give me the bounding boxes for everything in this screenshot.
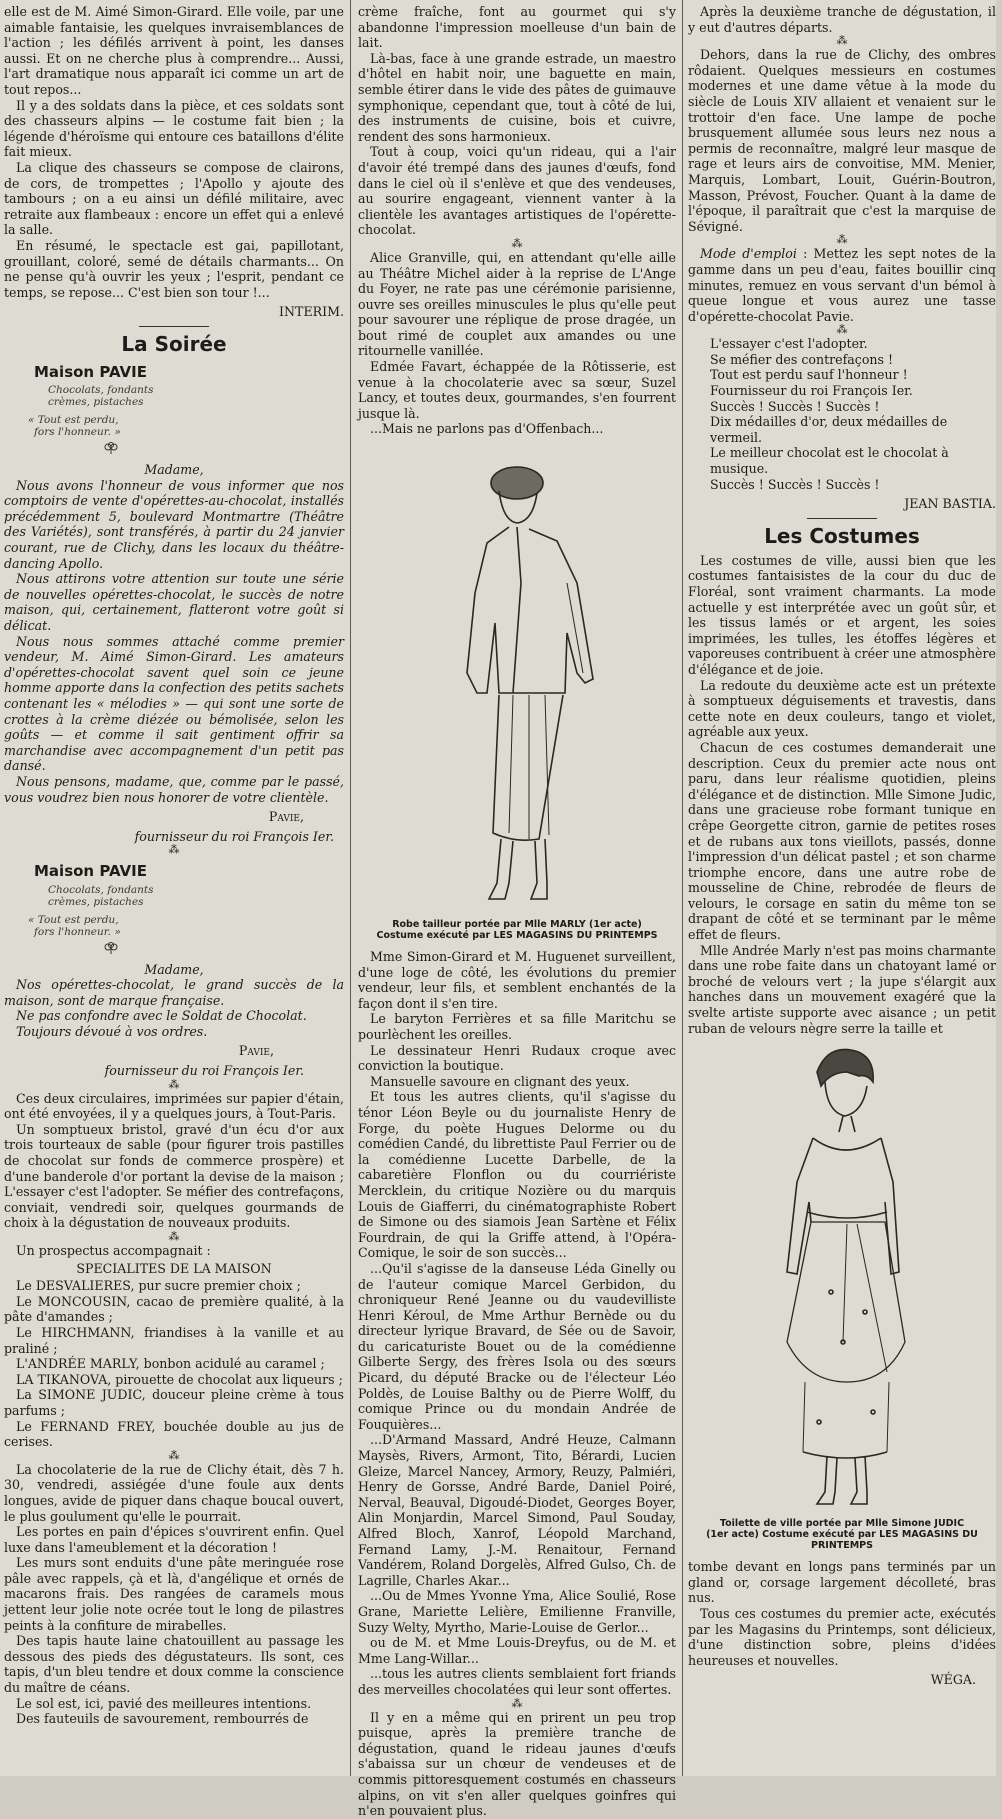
poem-line: Se méfier des contrefaçons ! <box>710 351 894 367</box>
maison-heading: Maison PAVIE <box>34 362 147 381</box>
paragraph: Un somptueux bristol, gravé d'un écu d'or aux trois tourteaux de sable (pour figurer trois pastilles de chocolat sur fonds de commerce prospère) et d'une banderole d'or portant la devise de la maison ; L'essayer c'est l'adopter. Se méfier des contrefaçons, conviait, vendredi soir, quelques gourmands de choix à la dégustation de nouveaux produits. <box>4 1121 344 1231</box>
specialite-item: LA TIKANOVA, pirouette de chocolat aux liqueurs ; <box>16 1371 343 1387</box>
paragraph: Mlle Andrée Marly n'est pas moins charmante dans une robe faite dans un chatoyant lamé or broché de velours vert ; la jupe s'élargit aux hanches dans un mouvement exagéré que la svelte artiste supporte avec aisance ; un petit ruban de velours nègre serre la taille et <box>688 942 996 1036</box>
paragraph: Mme Simon-Girard et M. Huguenet surveillent, d'une loge de côté, les évolutions du premier vendeur, leur fils, et semblent enchantés de la façon dont il s'en tire. <box>358 949 676 1011</box>
clover-icon <box>104 942 118 954</box>
figure-caption <box>358 919 676 941</box>
column-rule <box>682 0 683 1776</box>
caption-line: Costume exécuté par LES MAGASINS DU PRINTEMPS <box>376 930 658 942</box>
salutation: Madame, <box>144 961 204 977</box>
salutation: Madame, <box>144 462 204 478</box>
paragraph: elle est de M. Aimé Simon-Girard. Elle voile, par une aimable fantaisie, les quelques invraisemblances de l'action ; les défilés arrivent à point, les danses aussi. Et on ne cherche plus à comprendre... Aussi, l'art dramatique nous apparaît ici comme un art de tout repos... <box>4 4 344 97</box>
specialite-item: Le HIRCHMANN, friandises à la vanille et au praliné ; <box>4 1324 344 1356</box>
paragraph: Après la deuxième tranche de dégustation, il y eut d'autres départs. <box>688 4 996 35</box>
paragraph: ...tous les autres clients semblaient fort friands des merveilles chocolatées qui leur sont offertes. <box>358 1666 676 1697</box>
paragraph: ...D'Armand Massard, André Heuze, Calmann Maysès, Rivers, Armont, Tito, Bérardi, Lucien Gleize, Marcel Nancey, Armory, Reuzy, Palmiéri, Henry de Gorsse, André Barde, Daniel Poiré, Nerval, Beauval, Digoudé-Diodet, Georges Boyer, Alin Monjardin, Marcel Simond, Paul Souday, Alfred Bloch, Xanrof, Léopold Marchand, Fernand Lamy, J.-M. Renaitour, Fernand Vandérem, Roland Dorgelès, Alfred Gulso, Ch. de Lagrille, Charles Akar... <box>358 1432 676 1588</box>
section-title-costumes <box>688 518 996 549</box>
maison-subtitle: Chocolats, fondants <box>48 384 154 397</box>
clover-icon <box>104 442 118 454</box>
paragraph: Il y a des soldats dans la pièce, et ces soldats sont des chasseurs alpins — le costume fait bien ; la légende d'héroïsme qui entoure ces bataillons d'élite fait mieux. <box>4 97 344 160</box>
paragraph: ...Mais ne parlons pas d'Offenbach... <box>370 421 604 437</box>
paragraph: Les murs sont enduits d'une pâte meringuée rose pâle avec rappels, çà et là, d'angélique et ornés de macarons frais. Des rangées de caramels mous jettent leur jolie note ocrée tout le long de pilastres peints à la confiture de mirabelles. <box>4 1555 344 1633</box>
paragraph: Nos opérettes-chocolat, le grand succès de la maison, sont de marque française. <box>4 977 344 1008</box>
poem-line: L'essayer c'est l'adopter. <box>710 336 868 352</box>
maison-motto: « Tout est perdu, <box>28 414 119 427</box>
asterism: ⁂ <box>836 34 848 48</box>
title-rule <box>139 326 209 327</box>
figure-caption <box>688 1518 996 1551</box>
paragraph: Edmée Favart, échappée de la Rôtisserie, est venue à la chocolaterie avec sa sœur, Suzel Lancy, et toutes deux, gourmandes, s'en fourrent jusque là. <box>358 359 676 421</box>
asterism: ⁂ <box>168 1230 180 1243</box>
paragraph: Ces deux circulaires, imprimées sur papier d'étain, ont été envoyées, il y a quelques jours, à Tout-Paris. <box>4 1090 344 1122</box>
column-rule <box>350 0 351 1776</box>
paragraph: Toujours dévoué à vos ordres. <box>16 1023 208 1039</box>
paragraph: Ne pas confondre avec le Soldat de Chocolat. <box>16 1008 307 1024</box>
specialite-item: Le DESVALIERES, pur sucre premier choix ; <box>16 1278 301 1294</box>
caption-line: (1er acte) Costume exécuté par LES MAGASINS DU PRINTEMPS <box>706 1529 978 1552</box>
maison-motto: fors l'honneur. » <box>34 925 121 938</box>
paragraph: Tous ces costumes du premier acte, exécutés par les Magasins du Printemps, sont délicieux, d'une distinction sobre, pleins d'idées heureuses et nouvelles. <box>688 1606 996 1668</box>
paragraph: Nous pensons, madame, que, comme par le passé, vous voudrez bien nous honorer de votre clientèle. <box>4 773 344 805</box>
asterism: ⁂ <box>168 1077 180 1091</box>
paragraph: Et tous les autres clients, qu'il s'agisse du ténor Léon Beyle ou du journaliste Henry de Forge, du poète Hugues Delorme ou du comédien Candé, du librettiste Paul Ferrier ou de la comédienne Lucette Darbelle, de la cabaretière Flonflon ou du courriériste Mercklein, du critique Nozière ou du marquis Louis de Giafferri, du cinématographiste Robert de Simone ou des siamois Jean Sartène et Félix Fourdrain, de qui la Griffe attend, à l'Opéra-Comique, le soir de son succès... <box>358 1089 676 1261</box>
paragraph: Les costumes de ville, aussi bien que les costumes fantaisistes de la cour du duc de Floréal, sont vraiment charmants. La mode actuelle y est interprétée avec un goût sûr, et les tissus lamés or et argent, les soies imprimées, les tulles, les étoffes légères et vaporeuses contribuent à créer une atmosphère d'élégance et de joie. <box>688 552 996 677</box>
mode-emploi-label: Mode d'emploi <box>700 246 797 262</box>
asterism: ⁂ <box>168 843 180 857</box>
paragraph: Dehors, dans la rue de Clichy, des ombres rôdaient. Quelques messieurs en costumes modernes et une dame vêtue à la mode du siècle de Louis XIV allaient et venaient sur le trottoir d'en face. Une lampe de poche brusquement allumée sous leurs nez nous a permis de reconnaître, malgré leur masque de rage et leurs airs de convoitise, MM. Menier, Marquis, Lombart, Louit, Guérin-Boutron, Masson, Prévost, Foucher. Quant à la dame de l'époque, il paraîtrait que c'est la marquise de Sévigné. <box>688 47 996 234</box>
section-title-soiree <box>4 326 344 357</box>
signature-name: Pavie, <box>268 809 304 825</box>
poem-line: Dix médailles d'or, deux médailles de vermeil. <box>710 414 948 445</box>
column-3 <box>688 4 996 1774</box>
poem-line: Fournisseur du roi François Ier. <box>710 383 913 399</box>
signature: WÉGA. <box>930 1672 976 1688</box>
paragraph: La chocolaterie de la rue de Clichy était, dès 7 h. 30, vendredi, assiégée d'une foule aux dents longues, avide de piquer dans chaque boucal ouvert, le plus goulument qu'elle le pourrait. <box>4 1461 344 1524</box>
asterism: ⁂ <box>511 1696 523 1710</box>
poem <box>710 336 996 492</box>
maison-motto: fors l'honneur. » <box>34 426 121 439</box>
paragraph: Des fauteuils de savourement, rembourrés de <box>16 1711 309 1727</box>
maison-subtitle: crèmes, pistaches <box>48 895 144 908</box>
paragraph: Un prospectus accompagnait : <box>16 1243 211 1258</box>
fashion-illustration-marly <box>417 443 617 913</box>
signature: INTERIM. <box>279 304 344 320</box>
paragraph: La redoute du deuxième acte est un prétexte à somptueux déguisements et travestis, dans cette note en deux couleurs, tango et violet, agréable aux yeux. <box>688 677 996 740</box>
section-title-text: Les Costumes <box>764 523 920 548</box>
caption-line: Robe tailleur portée par Mlle MARLY (1er acte) <box>392 919 642 931</box>
paragraph: Des tapis haute laine chatouillent au passage les dessous des pieds des dégustateurs. Ils sont, ces tapis, d'un bleu tendre et doux comme la conscience du maître de céans. <box>4 1633 344 1696</box>
paragraph: Nous avons l'honneur de vous informer que nos comptoirs de vente d'opérettes-au-chocolat, installés précédemment 5, boulevard Montmartre (Théâtre des Variétés), sont transférés, à partir du 24 janvier courant, rue de Clichy, dans les locaux du théâtre-dancing Apollo. <box>4 477 344 571</box>
poem-line: Succès ! Succès ! Succès ! <box>710 398 880 414</box>
column-2 <box>358 4 676 1819</box>
paragraph: Les portes en pain d'épices s'ouvrirent enfin. Quel luxe dans l'ameublement et la décoration ! <box>4 1524 344 1555</box>
signature-title: fournisseur du roi François Ier. <box>134 828 334 844</box>
asterism: ⁂ <box>836 233 848 247</box>
maison-subtitle: Chocolats, fondants <box>48 883 154 896</box>
paragraph: En résumé, le spectacle est gai, papillotant, grouillant, coloré, semé de détails charmants... On ne pense qu'à ouvrir les yeux ; l'esprit, pendant ce temps, se repose... C'est bien son tour !... <box>4 237 344 300</box>
paragraph: ou de M. et Mme Louis-Dreyfus, ou de M. et Mme Lang-Willar... <box>358 1635 676 1666</box>
poem-line: Le meilleur chocolat est le chocolat à musique. <box>710 445 949 477</box>
paragraph: Il y en a même qui en prirent un peu trop puisque, après la première tranche de dégustation, quand le rideau jaunes d'œufs s'abaissa sur un chœur de vendeuses et de commis pittoresquement costumés en chasseurs alpins, on vit s'en aller quelques goinfres qui n'en pouvaient plus. <box>358 1709 676 1819</box>
maison-motto: « Tout est perdu, <box>28 913 119 926</box>
specialite-item: Le MONCOUSIN, cacao de première qualité, à la pâte d'amandes ; <box>4 1293 344 1325</box>
asterism: ⁂ <box>168 1448 180 1462</box>
signature-title: fournisseur du roi François Ier. <box>104 1063 304 1079</box>
mode-emploi-paragraph <box>688 246 996 324</box>
paragraph: crème fraîche, font au gourmet qui s'y abandonne l'impression moelleuse d'un bain de lait. <box>358 4 676 51</box>
paragraph: Là-bas, face à une grande estrade, un maestro d'hôtel en habit noir, une baguette en main, semble étirer dans le vide des pâtes de guimauve symphonique, cependant que, tout à côté de lui, des instruments de cuisine, bois et cuivre, rendent des sons harmonieux. <box>358 50 676 144</box>
signature: JEAN BASTIA. <box>904 496 996 512</box>
section-title-text: La Soirée <box>121 331 227 356</box>
poem-line: Tout est perdu sauf l'honneur ! <box>710 367 908 383</box>
poem-line: Succès ! Succès ! Succès ! <box>710 476 880 492</box>
column-1 <box>4 4 344 1774</box>
paragraph: Mansuelle savoure en clignant des yeux. <box>370 1073 630 1089</box>
paragraph: Nous nous sommes attaché comme premier vendeur, M. Aimé Simon-Girard. Les amateurs d'opérettes-chocolat savent quel soin ce jeune homme apporte dans la confection des petits sachets contenant les « mélodies » — qui sont une sorte de crottes à la crème diézée ou bémolisée, selon les goûts — et comme il sait gentiment offrir sa marchandise avec accompagnement d'un petit pas dansé. <box>4 633 344 774</box>
paragraph: Tout à coup, voici qu'un rideau, qui a l'air d'avoir été trempé dans des jaunes d'œufs, fond dans le ciel où il s'enlève et que des vendeuses, au sourire engageant, viennent vanter à la clientèle les avantages artistiques de l'opérette-chocolat. <box>358 144 676 238</box>
asterism: ⁂ <box>836 323 848 337</box>
paragraph: Le sol est, ici, pavié des meilleures intentions. <box>16 1695 312 1711</box>
caption-line: Toilette de ville portée par Mlle Simone JUDIC <box>719 1518 965 1530</box>
paragraph: Alice Granville, qui, en attendant qu'elle aille au Théâtre Michel aider à la reprise de L'Ange du Foyer, ne rate pas une cérémonie parisienne, ouvre ses oreilles minuscules le plus qu'elle peut pour savourer une réplique de prose dragée, un bout rimé de couplet aux amandes ou une ritournelle vanillée. <box>358 249 676 359</box>
mode-emploi-text: : Mettez les sept notes de la gamme dans un peu d'eau, faites bouillir cinq minutes, remuez en vous servant d'un bémol à queue longue et vous aurez une tasse d'opérette-chocolat Pavie. <box>688 246 996 324</box>
signature-name: Pavie, <box>238 1043 274 1059</box>
specialite-item: L'ANDRÉE MARLY, bonbon acidulé au caramel ; <box>16 1356 325 1372</box>
maison-subtitle: crèmes, pistaches <box>48 396 144 409</box>
maison-heading: Maison PAVIE <box>34 862 147 881</box>
asterism: ⁂ <box>511 236 523 250</box>
specialites-heading: SPECIALITES DE LA MAISON <box>76 1260 272 1276</box>
paragraph: La clique des chasseurs se compose de clairons, de cors, de trompettes ; l'Apollo y ajoute des tambours ; on a eu ainsi un défilé militaire, avec retraite aux flambeaux : encore un effet qui a enlevé la salle. <box>4 159 344 238</box>
fashion-illustration-judic <box>747 1042 937 1512</box>
specialite-item: Le FERNAND FREY, bouchée double au jus de cerises. <box>4 1418 344 1450</box>
paragraph: ...Qu'il s'agisse de la danseuse Léda Ginelly ou de l'auteur comique Marcel Gerbidon, du chroniqueur René Jeanne ou du vaudevilliste Henri Kéroul, de Mme Arthur Bernède ou du directeur lyrique Bravard, de Sée ou de Savoir, du caricaturiste Bouet ou de la comédienne Gilberte Sergy, des frères Isola ou des sœurs Picard, du député Bracke ou de l'électeur Léo Poldès, de Louise Balthy ou de Pierre Wolff, du comique Prince ou du mondain Andrée de Fouquières... <box>358 1260 676 1432</box>
specialite-item: La SIMONE JUDIC, douceur pleine crème à tous parfums ; <box>4 1387 344 1418</box>
paragraph: ...Ou de Mmes Yvonne Yma, Alice Soulié, Rose Grane, Mariette Lelière, Emilienne Franville, Suzy Welty, Myrtho, Marie-Louise de Gerlor... <box>358 1588 676 1635</box>
paragraph: tombe devant en longs pans terminés par un gland or, corsage largement décolleté, bras nus. <box>688 1559 996 1606</box>
paragraph: Le dessinateur Henri Rudaux croque avec conviction la boutique. <box>358 1042 676 1074</box>
paragraph: Nous attirons votre attention sur toute une série de nouvelles opérettes-chocolat, le succès de notre maison, qui, certainement, flatteront votre goût si délicat. <box>4 571 344 633</box>
paragraph: Le baryton Ferrières et sa fille Maritchu se pourlèchent les oreilles. <box>358 1011 676 1042</box>
title-rule <box>807 518 877 519</box>
paragraph: Chacun de ces costumes demanderait une description. Ceux du premier acte nous ont paru, dans leur réalisme quotidien, pleins d'élégance et de distinction. Mlle Simone Judic, dans une gracieuse robe formant tunique en crêpe Georgette citron, garnie de petites roses et de rubans aux tons vieillots, passés, donne l'impression d'un délicat pastel ; et son charme triomphe encore, dans une autre robe de mousseline de Chine, rebrodée de fleurs de velours, le corsage en satin du même ton se drapant de côté et se terminant par le même effet de fleurs. <box>688 739 996 943</box>
